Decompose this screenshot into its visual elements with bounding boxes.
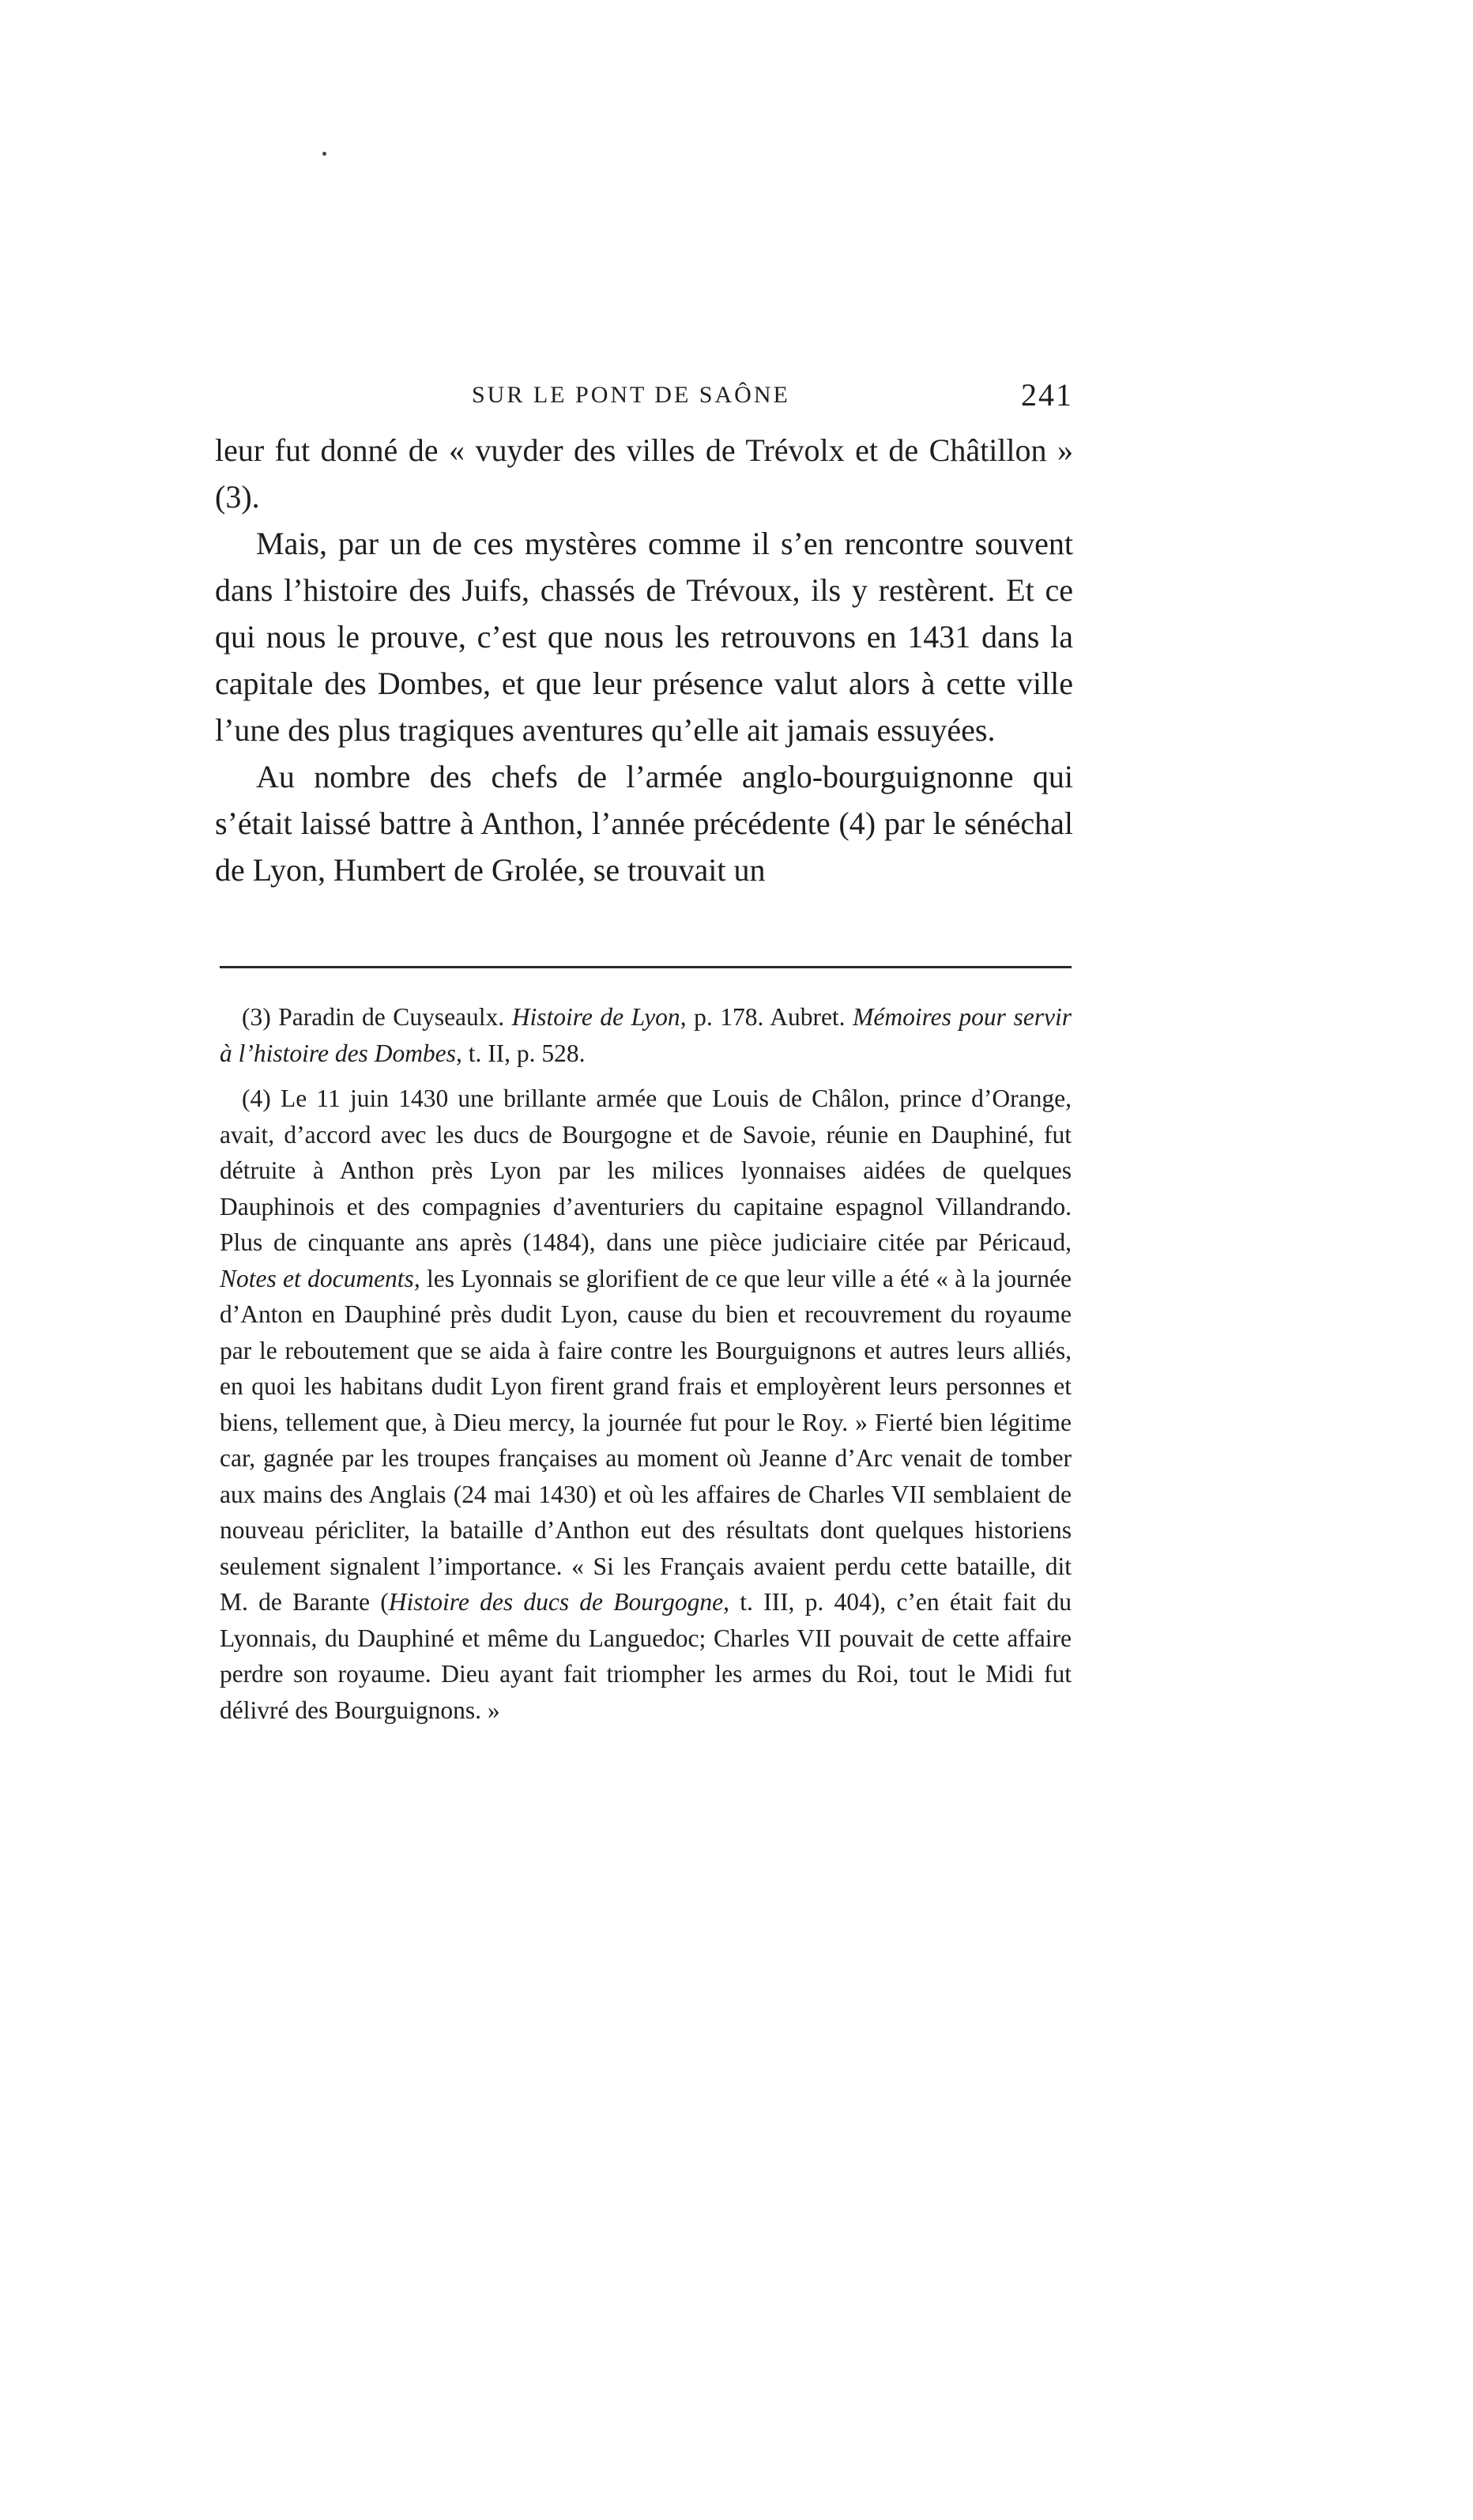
footnotes — [220, 999, 1072, 1728]
page-number: 241 — [1021, 377, 1073, 413]
page-header — [215, 372, 1073, 419]
footnote-3-text-e: , t. II, p. 528. — [455, 1039, 586, 1067]
footnote-3-title-memoires: Mémoires pour servir à l’histoire des Dombes — [220, 1003, 1072, 1067]
footnote-separator — [220, 966, 1072, 968]
paragraph-continuation: leur fut donné de « vuyder des villes de Trévolx et de Châtillon » (3). — [215, 432, 1073, 515]
paragraph-anthon: Au nombre des chefs de l’armée anglo-bourguignonne qui s’était laissé battre à Anthon, l’année précédente (4) par le sénéchal de Lyon, Humbert de Grolée, se trouvait un — [215, 759, 1073, 888]
paragraph-jews-trevoux: Mais, par un de ces mystères comme il s’en rencontre souvent dans l’histoire des Juifs, chassés de Trévoux, ils y restèrent. Et ce qui nous le prouve, c’est que nous les retrouvons en 1431 dans la capitale des Dombes, et que leur présence valut alors à cette ville l’une des plus tragiques aventures qu’elle ait jamais essuyées. — [215, 526, 1073, 748]
footnote-4-text-c: , les Lyonnais se glorifient de ce que leur ville a été « à la journée d’Anton en Dauphiné près dudit Lyon, cause du bien et recouvrement du royaume par le reboutement que se aida à faire contre les Bourguignons et autres leurs alliés, en quoi les habitans dudit Lyon firent grand frais et employèrent leurs personnes et biens, tellement que, à Dieu mercy, la journée fut pour le Roy. » Fierté bien légitime car, gagnée par les troupes françaises au moment où Jeanne d’Arc venait de tomber aux mains des Anglais (24 mai 1430) et où les affaires de Charles VII semblaient de nouveau péricliter, la bataille d’Anthon eut des résultats dont quelques historiens seulement signalent l’importance. « Si les Français avaient perdu cette bataille, dit M. de Barante ( — [220, 1264, 1072, 1616]
footnote-4-title-histoire-des-ducs: Histoire des ducs de Bourgogne — [388, 1588, 724, 1616]
footnote-4-text-e: , t. III, p. 404), c’en était fait du Lyonnais, du Dauphiné et même du Languedoc; Charles VII pouvait de cette affaire perdre son royaume. Dieu ayant fait triompher les armes du Roi, tout le Midi fut délivré des Bourguignons. » — [220, 1588, 1072, 1724]
footnote-4 — [220, 1081, 1072, 1728]
ink-speck — [322, 152, 326, 156]
footnote-3-text-c: , p. 178. Aubret. — [680, 1003, 853, 1031]
footnote-4-text-a: (4) Le 11 juin 1430 une brillante armée que Louis de Châlon, prince d’Orange, avait, d’accord avec les ducs de Bourgogne et de Savoie, réunie en Dauphiné, fut détruite à Anthon près Lyon par les milices lyonnaises aidées de quelques Dauphinois et des compagnies d’aventuriers du capitaine espagnol Villandrando. Plus de cinquante ans après (1484), dans une pièce judiciaire citée par Péricaud, — [220, 1085, 1072, 1256]
footnote-4-title-notes-et-documents: Notes et documents — [220, 1264, 414, 1292]
main-text — [215, 427, 1073, 893]
running-title: SUR LE PONT DE SAÔNE — [472, 382, 790, 408]
footnote-gap — [220, 1071, 1072, 1081]
footnote-3 — [220, 999, 1072, 1071]
footnote-3-title-histoire-de-lyon: Histoire de Lyon — [511, 1003, 680, 1031]
footnote-3-text-a: (3) Paradin de Cuyseaulx. — [242, 1003, 512, 1031]
